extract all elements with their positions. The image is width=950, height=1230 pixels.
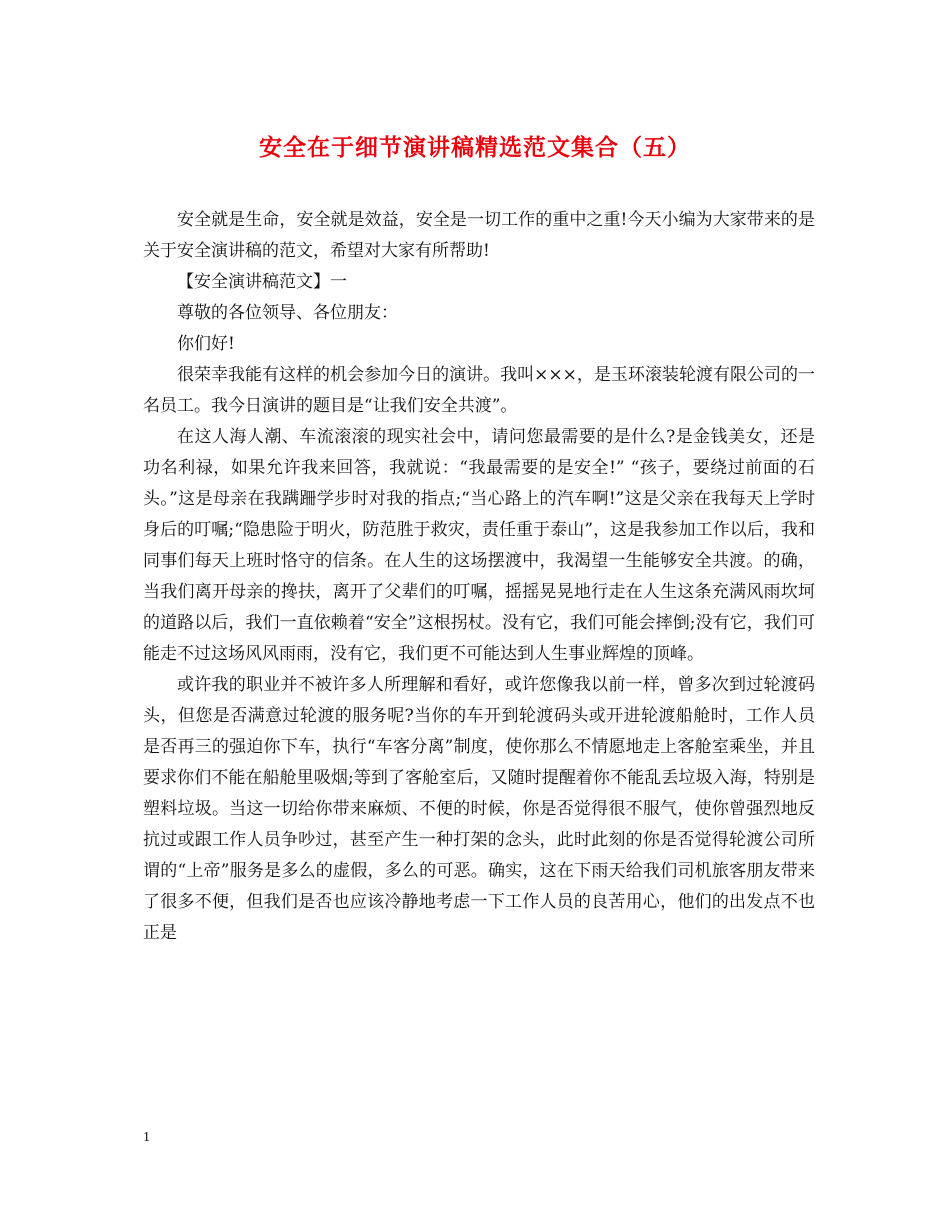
- page-number: 1: [143, 1130, 150, 1145]
- paragraph-intro: 安全就是生命，安全就是效益，安全是一切工作的重中之重!今天小编为大家带来的是关于安全演讲稿的范文，希望对大家有所帮助!: [143, 210, 815, 261]
- paragraph-salutation: 尊敬的各位领导、各位朋友：: [177, 303, 398, 323]
- paragraph-section-heading: 【安全演讲稿范文】一: [177, 272, 347, 292]
- document-title: 安全在于细节演讲稿精选范文集合（五）: [259, 134, 691, 161]
- paragraph-self-introduction: 很荣幸我能有这样的机会参加今日的演讲。我叫×××，是玉环滚装轮渡有限公司的一名员工。我今日演讲的题目是“让我们安全共渡”。: [143, 365, 815, 416]
- paragraph-greeting: 你们好!: [177, 334, 235, 354]
- paragraph-ferry-service: 或许我的职业并不被许多人所理解和看好，或许您像我以前一样，曾多次到过轮渡码头，但您是否满意过轮渡的服务呢?当你的车开到轮渡码头或开进轮渡船舱时，工作人员是否再三的强迫你下车，执行“车客分离”制度，使你那么不情愿地走上客舱室乘坐，并且要求你们不能在船舱里吸烟;等到了客舱室后，又随时提醒着你不能乱丢垃圾入海，特别是塑料垃圾。当这一切给你带来麻烦、不便的时候，你是否觉得很不服气，使你曾强烈地反抗过或跟工作人员争吵过，甚至产生一种打架的念头，此时此刻的你是否觉得轮渡公司所谓的“上帝”服务是多么的虚假，多么的可恶。确实，这在下雨天给我们司机旅客朋友带来了很多不便，但我们是否也应该冷静地考虑一下工作人员的良苦用心，他们的出发点不也正是: [143, 675, 815, 943]
- paragraph-safety-need: 在这人海人潮、车流滚滚的现实社会中，请问您最需要的是什么?是金钱美女，还是功名利禄，如果允许我来回答，我就说：“我最需要的是安全!” “孩子，要绕过前面的石头。”这是母亲在我蹒跚学步时对我的指点;“当心路上的汽车啊!”这是父亲在我每天上学时身后的叮嘱;“隐患险于明火，防范胜于救灾，责任重于泰山”，这是我参加工作以后，我和同事们每天上班时恪守的信条。在人生的这场摆渡中，我渴望一生能够安全共渡。的确，当我们离开母亲的搀扶，离开了父辈们的叮嘱，摇摇晃晃地行走在人生这条充满风雨坎坷的道路以后，我们一直依赖着“安全”这根拐杖。没有它，我们可能会摔倒;没有它，我们可能走不过这场风风雨雨，没有它，我们更不可能达到人生事业辉煌的顶峰。: [143, 427, 815, 664]
- document-body: [143, 205, 815, 949]
